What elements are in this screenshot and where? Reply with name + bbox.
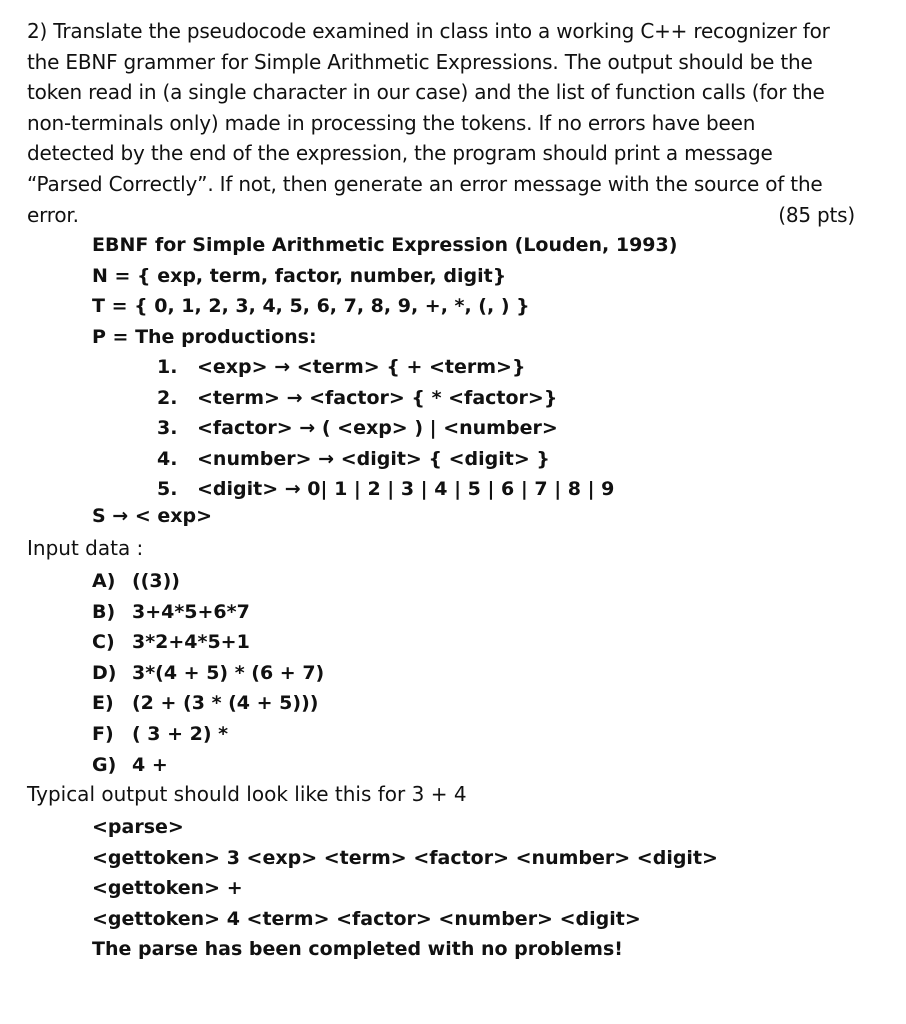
production-rule: <exp> → <term> { + <term>} (197, 356, 526, 378)
input-item (92, 658, 324, 689)
input-tag: B) (92, 600, 116, 623)
input-tag: F) (92, 722, 114, 745)
input-tag: C) (92, 631, 115, 654)
output-line: <gettoken> 3 <exp> <term> <factor> <number> <digit> (92, 846, 718, 869)
question-line: error. (27, 202, 79, 227)
input-expression: ( 3 + 2) * (132, 722, 229, 745)
production-number: 3. (157, 417, 178, 440)
nonterminals-set: N = { exp, term, factor, number, digit} (92, 264, 507, 287)
question-text (27, 16, 877, 230)
production-number: 4. (157, 447, 178, 470)
output-label: Typical output should look like this for 3 + 4 (27, 782, 467, 806)
question-line: 2) Translate the pseudocode examined in class into a working C++ recognizer for (27, 19, 830, 43)
productions-label: P = The productions: (92, 325, 317, 348)
input-tag: E) (92, 692, 114, 715)
input-tag: A) (92, 570, 116, 592)
input-tag: D) (92, 661, 117, 684)
output-line: <gettoken> + (92, 877, 243, 900)
input-expression: ((3)) (132, 570, 180, 592)
output-line: <parse> (92, 816, 184, 838)
production-item (157, 444, 614, 475)
question-line: detected by the end of the expression, the program should print a message (27, 141, 773, 166)
input-item (92, 597, 324, 628)
ebnf-header (92, 230, 677, 352)
production-rule: <term> → <factor> { * <factor>} (197, 386, 558, 409)
output-line: <gettoken> 4 <term> <factor> <number> <digit> (92, 907, 641, 930)
input-item (92, 566, 324, 597)
input-label: Input data : (27, 536, 144, 560)
input-expression: (2 + (3 * (4 + 5))) (132, 692, 319, 715)
start-symbol: S → < exp> (92, 505, 213, 527)
production-item (157, 413, 614, 444)
productions-list (157, 352, 614, 505)
production-rule: <factor> → ( <exp> ) | <number> (197, 417, 558, 440)
production-number: 1. (157, 356, 178, 378)
input-tag: G) (92, 753, 117, 776)
question-line: non-terminals only) made in processing the tokens. If no errors have been (27, 110, 756, 135)
input-expression: 3+4*5+6*7 (132, 600, 250, 623)
input-item (92, 627, 324, 658)
production-rule: <digit> → 0| 1 | 2 | 3 | 4 | 5 | 6 | 7 | 8 | 9 (197, 478, 615, 501)
input-list (92, 566, 324, 780)
production-number: 5. (157, 478, 178, 501)
points-value: (85 pts) (778, 202, 855, 227)
production-rule: <number> → <digit> { <digit> } (197, 447, 550, 470)
input-item (92, 688, 324, 719)
ebnf-title: EBNF for Simple Arithmetic Expression (Louden, 1993) (92, 234, 678, 256)
question-line: “Parsed Correctly”. If not, then generate an error message with the source of the (27, 171, 823, 196)
production-item (157, 383, 614, 414)
input-item (92, 719, 324, 750)
input-expression: 3*(4 + 5) * (6 + 7) (132, 661, 325, 684)
output-line: The parse has been completed with no problems! (92, 938, 623, 961)
question-line: token read in (a single character in our case) and the list of function calls (for the (27, 80, 825, 105)
question-line: the EBNF grammer for Simple Arithmetic Expressions. The output should be the (27, 49, 813, 74)
production-item (157, 474, 614, 505)
input-expression: 4 + (132, 753, 168, 776)
input-item (92, 750, 324, 781)
terminals-set: T = { 0, 1, 2, 3, 4, 5, 6, 7, 8, 9, +, *, (, ) } (92, 295, 530, 318)
question-line-last (27, 200, 877, 231)
production-item (157, 352, 614, 383)
production-number: 2. (157, 386, 178, 409)
input-expression: 3*2+4*5+1 (132, 631, 250, 654)
sample-output (92, 812, 718, 965)
